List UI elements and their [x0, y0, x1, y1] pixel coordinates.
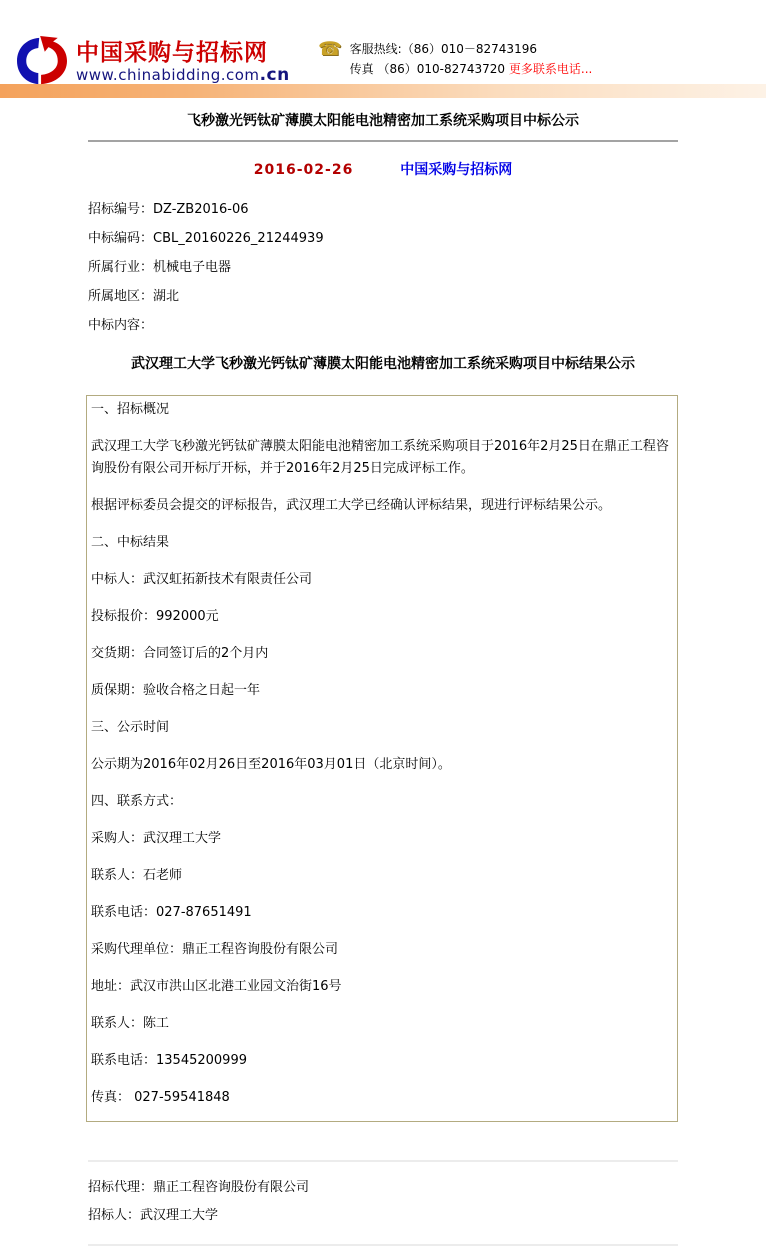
article-content: [0, 110, 766, 1246]
meta-value: 湖北: [153, 289, 180, 304]
site-name: 中国采购与招标网: [76, 40, 268, 66]
more-contacts-link[interactable]: 更多联系电话...: [508, 62, 593, 76]
footer-value: 武汉理工大学: [140, 1208, 219, 1223]
meta-row-award-content: [88, 311, 678, 340]
article-subtitle: 武汉理工大学飞秒激光钙钛矿薄膜太阳能电池精密加工系统采购项目中标结果公示: [131, 356, 635, 372]
date-row: [88, 159, 678, 179]
article-title: 飞秒激光钙钛矿薄膜太阳能电池精密加工系统采购项目中标公示: [187, 113, 579, 129]
site-logo[interactable]: [14, 36, 290, 86]
bid-price-line: 投标报价：992000元: [91, 609, 219, 624]
fax-text: 传真 （86）010-82743720: [349, 62, 506, 76]
header-gradient-bar: [0, 84, 766, 98]
source-site-link[interactable]: 中国采购与招标网: [400, 162, 513, 178]
address-line: 地址：武汉市洪山区北港工业园文治街16号: [91, 979, 342, 994]
site-url: [76, 67, 290, 84]
agency-phone-line: 联系电话：13545200999: [91, 1053, 247, 1068]
agency-contact-line: 联系人：陈工: [91, 1016, 170, 1031]
delivery-line: 交货期：合同签订后的2个月内: [91, 646, 269, 661]
meta-list: [88, 195, 678, 340]
purchaser-line: 采购人：武汉理工大学: [91, 831, 222, 846]
site-logo-icon: [14, 36, 70, 86]
site-url-tld: .cn: [259, 65, 290, 85]
fax-number-line: 传真： 027-59541848: [91, 1090, 230, 1105]
paragraph: 武汉理工大学飞秒激光钙钛矿薄膜太阳能电池精密加工系统采购项目于2016年2月25日在鼎正工程咨询股份有限公司开标厅开标，并于2016年2月25日完成评标工作。: [91, 439, 669, 476]
section-heading-overview: 一、招标概况: [91, 402, 170, 417]
agency-line: 采购代理单位：鼎正工程咨询股份有限公司: [91, 942, 339, 957]
section-heading-publicity-period: 三、公示时间: [91, 720, 170, 735]
footer-value: 鼎正工程咨询股份有限公司: [153, 1180, 310, 1195]
result-box: [86, 395, 678, 1122]
meta-value: CBL_20160226_21244939: [153, 231, 324, 246]
footer-divider-top: [88, 1160, 678, 1162]
meta-label: 所属地区：: [88, 289, 154, 304]
winner-line: 中标人：武汉虹拓新技术有限责任公司: [91, 572, 313, 587]
meta-label: 中标内容：: [88, 318, 154, 333]
contact-phone-line: 联系电话：027-87651491: [91, 905, 252, 920]
meta-value: 机械电子电器: [153, 260, 232, 275]
hotline-text: 客服热线:（86）010－82743196: [349, 42, 537, 56]
fax-line: [350, 59, 593, 79]
meta-value: DZ-ZB2016-06: [153, 202, 249, 217]
meta-label: 招标编号：: [88, 202, 154, 217]
meta-row-tender-number: [88, 195, 678, 224]
contact-person-line: 联系人：石老师: [91, 868, 183, 883]
section-heading-result: 二、中标结果: [91, 535, 170, 550]
phone-icon: ☎: [318, 38, 342, 60]
footer-label: 招标人：: [88, 1208, 141, 1223]
contact-block: [318, 39, 592, 79]
meta-row-region: [88, 282, 678, 311]
site-url-prefix: www.chinabidding.com: [76, 66, 260, 84]
page-header: [0, 0, 766, 84]
meta-row-award-code: [88, 224, 678, 253]
publish-date: 2016-02-26: [253, 162, 354, 178]
meta-row-industry: [88, 253, 678, 282]
footer-meta: [88, 1174, 678, 1230]
title-divider: [88, 140, 678, 142]
contact-lines: [350, 39, 593, 79]
meta-label: 中标编码：: [88, 231, 154, 246]
footer-row-agent: [88, 1174, 678, 1202]
publicity-period-line: 公示期为2016年02月26日至2016年03月01日（北京时间）。: [91, 757, 451, 772]
warranty-line: 质保期：验收合格之日起一年: [91, 683, 261, 698]
section-heading-contact: 四、联系方式：: [91, 794, 183, 809]
meta-label: 所属行业：: [88, 260, 154, 275]
footer-label: 招标代理：: [88, 1180, 154, 1195]
footer-row-tenderee: [88, 1202, 678, 1230]
paragraph: 根据评标委员会提交的评标报告，武汉理工大学已经确认评标结果，现进行评标结果公示。: [91, 498, 612, 513]
site-logo-text: [76, 42, 290, 86]
